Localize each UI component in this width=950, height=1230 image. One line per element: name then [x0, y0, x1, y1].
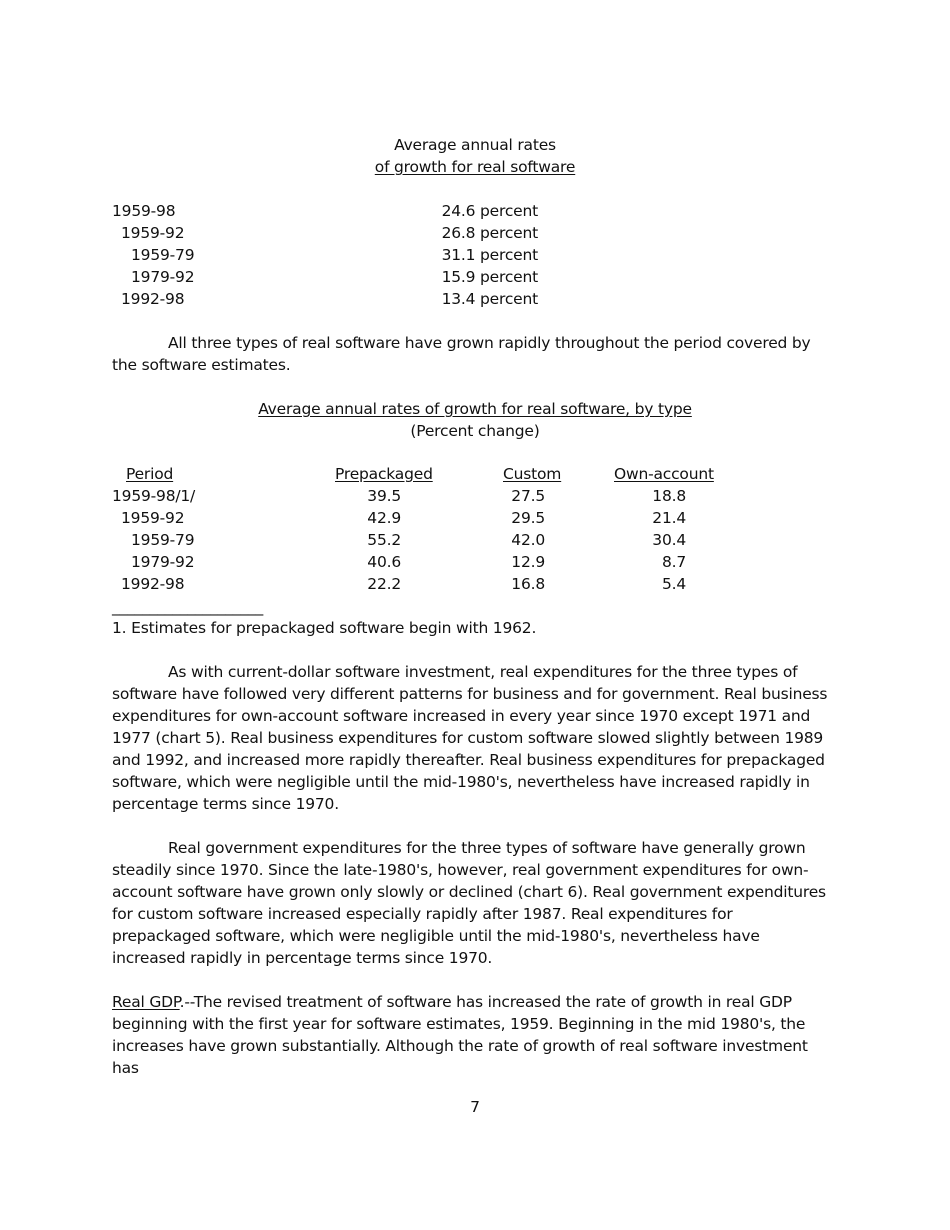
paragraph-4: [112, 991, 830, 1079]
table2-custom: 42.0: [511, 531, 545, 549]
table2-period: 1979-92: [131, 553, 195, 571]
table2-header-own-account: Own-account: [614, 465, 714, 483]
table2-header-period: Period: [126, 465, 174, 483]
paragraph-3-text: Real government expenditures for the three types of software have generally grown steadily since 1970. Since the late-1980's, however, real government expenditures for own-account software have grown only slowly or declined (chart 6). Real government expenditures for custom software increased especially rapidly after 1987. Real expenditures for prepackaged software, which were negligible until the mid-1980's, nevertheless have increased rapidly in percentage terms since 1970.: [112, 839, 826, 967]
table1-period: 1992-98: [121, 290, 185, 308]
paragraph-3: [112, 837, 830, 969]
table2-custom: 16.8: [511, 575, 545, 593]
table2-period: 1959-92: [121, 509, 185, 527]
footnote-rule: ____________________: [112, 598, 264, 616]
paragraph-2-text: As with current-dollar software investment, real expenditures for the three types of software have followed very different patterns for business and for government. Real business expenditures for own-account software increased in every year since 1970 except 1971 and 1977 (chart 5). Real business expenditures for custom software slowed slightly between 1989 and 1992, and increased more rapidly thereafter. Real business expenditures for prepackaged software, which were negligible until the mid-1980's, nevertheless have increased rapidly in percentage terms since 1970.: [112, 663, 828, 813]
table2-period: 1992-98: [121, 575, 185, 593]
table1-period: 1979-92: [131, 268, 195, 286]
table1-title-line1: Average annual rates: [394, 136, 556, 154]
table1-value: 13.4 percent: [441, 290, 538, 308]
table2-custom: 27.5: [511, 487, 545, 505]
table1-period: 1959-79: [131, 246, 195, 264]
table2-prepackaged: 55.2: [367, 531, 401, 549]
table1-value: 31.1 percent: [441, 246, 538, 264]
table1-value: 15.9 percent: [441, 268, 538, 286]
table2-own-account: 8.7: [661, 553, 686, 571]
table2-custom: 29.5: [511, 509, 545, 527]
table2-title: Average annual rates of growth for real software, by type: [258, 400, 692, 418]
table2-period: 1959-98/1/: [112, 487, 196, 505]
table1-period: 1959-98: [112, 202, 176, 220]
table2-custom: 12.9: [511, 553, 545, 571]
table2-header-prepackaged: Prepackaged: [335, 465, 433, 483]
paragraph-4-text: .--The revised treatment of software has increased the rate of growth in real GDP beginning with the first year for software estimates, 1959. Beginning in the mid 1980's, the increases have grown substantially. Although the rate of growth of real software investment has: [112, 993, 808, 1077]
table2-own-account: 5.4: [661, 575, 686, 593]
table2-period: 1959-79: [131, 531, 195, 549]
table2-prepackaged: 22.2: [367, 575, 401, 593]
table2-subtitle: (Percent change): [410, 422, 540, 440]
page-number: 7: [470, 1098, 480, 1116]
paragraph-1-text: All three types of real software have grown rapidly throughout the period covered by the software estimates.: [112, 334, 811, 374]
section-heading-real-gdp: Real GDP: [112, 993, 180, 1011]
table2-prepackaged: 39.5: [367, 487, 401, 505]
table2-own-account: 30.4: [652, 531, 686, 549]
footnote-text: 1. Estimates for prepackaged software begin with 1962.: [112, 619, 537, 637]
table2-own-account: 18.8: [652, 487, 686, 505]
paragraph-2: [112, 661, 830, 815]
table2-prepackaged: 40.6: [367, 553, 401, 571]
table1-value: 26.8 percent: [441, 224, 538, 242]
table1-title-line2: of growth for real software: [374, 158, 576, 176]
table1-period: 1959-92: [121, 224, 185, 242]
table1-value: 24.6 percent: [441, 202, 538, 220]
table2-header-custom: Custom: [503, 465, 562, 483]
paragraph-1: [112, 332, 830, 376]
table2-prepackaged: 42.9: [367, 509, 401, 527]
table2-own-account: 21.4: [652, 509, 686, 527]
